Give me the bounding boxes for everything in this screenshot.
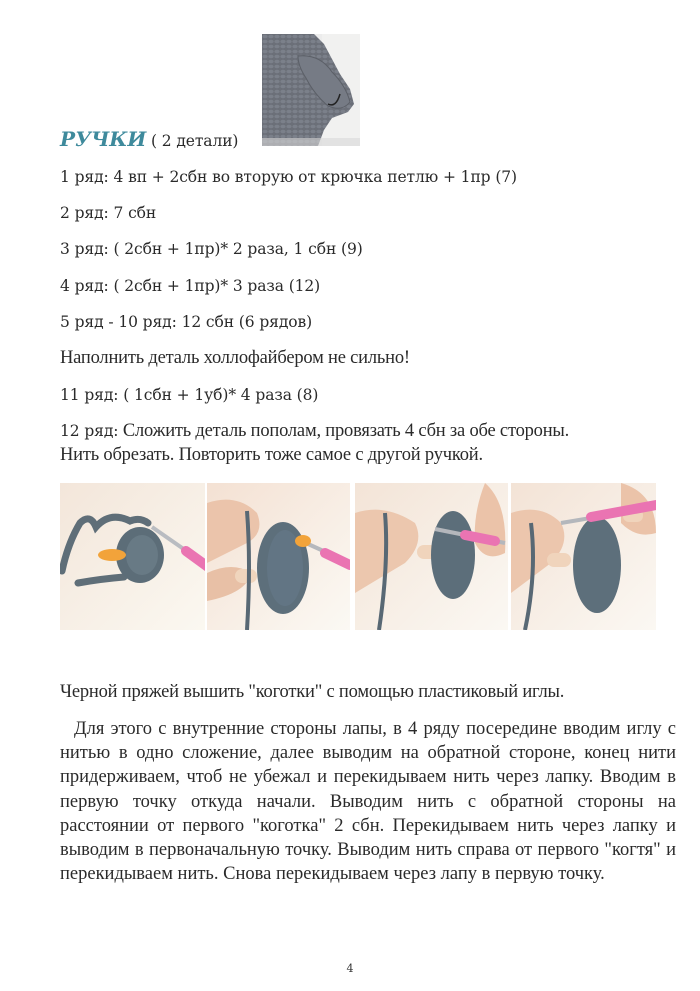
row-3: 3 ряд: ( 2сбн + 1пр)* 2 раза, 1 сбн (9) — [60, 240, 363, 258]
row-1: 1 ряд: 4 вп + 2сбн во вторую от крючка петлю + 1пр (7) — [60, 168, 517, 186]
claws-instructions: Для этого с внутренние стороны лапы, в 4 ряду посередине вводим иглу с нитью в одно сложение, далее выводим на обратной стороне, конец нити придерживаем, чтоб не убежал и перекидываем нить через лапку. Вводим в первую точку откуда начали. Выводим нить с обратной стороны на расстоянии от первого "коготка" 2 сбн. Перекидываем нить через лапку и выводим в первоначальную точку. Выводим нить справа от первого "когтя" и перекидываем нить. Снова перекидываем через лапу в первую точку. — [60, 719, 676, 885]
header-photo — [262, 34, 360, 146]
claws-intro: Черной пряжей вышить "коготки" с помощью пластиковый иглы. — [60, 682, 565, 702]
section-subtitle: ( 2 детали) — [150, 132, 239, 150]
stuffing-note: Наполнить деталь холлофайбером не сильно! — [60, 348, 410, 368]
row-2: 2 ряд: 7 сбн — [60, 204, 157, 222]
row-12-continued: Нить обрезать. Повторить тоже самое с другой ручкой. — [60, 445, 483, 465]
section-title: РУЧКИ — [60, 127, 147, 151]
row-5-10: 5 ряд - 10 ряд: 12 сбн (6 рядов) — [60, 313, 313, 331]
step-photo-1 — [60, 483, 205, 630]
step-photo-2 — [207, 483, 350, 630]
row-12-label: 12 ряд: — [60, 422, 119, 440]
row-12-text: Сложить деталь пополам, провязать 4 сбн за обе стороны. — [118, 421, 570, 441]
step-photo-3 — [355, 483, 508, 630]
section-heading — [60, 127, 238, 151]
page-number: 4 — [346, 962, 354, 975]
row-11: 11 ряд: ( 1сбн + 1уб)* 4 раза (8) — [60, 386, 319, 404]
step-photo-4 — [511, 483, 656, 630]
row-12 — [60, 421, 569, 442]
row-4: 4 ряд: ( 2сбн + 1пр)* 3 раза (12) — [60, 277, 321, 295]
